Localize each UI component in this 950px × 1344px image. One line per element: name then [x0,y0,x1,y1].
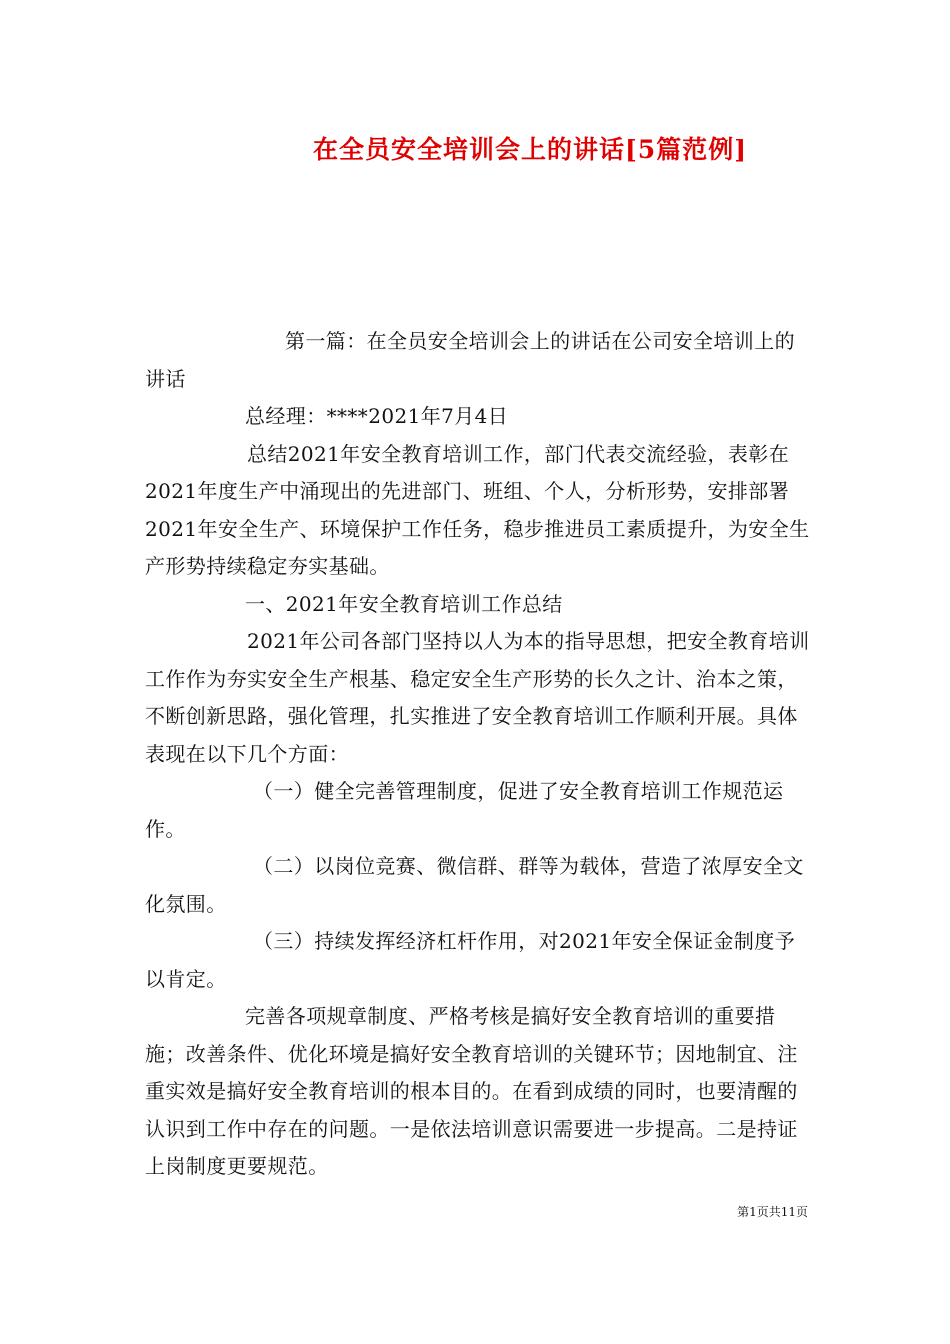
paragraph-item-three: （三）持续发挥经济杠杆作用，对2021年安全保证金制度予以肯定。 [145,929,796,991]
paragraph-intro: 总结2021年安全教育培训工作，部门代表交流经验，表彰在2021年度生产中涌现出的先进部门、班组、个人，分析形势，安排部署2021年安全生产、环境保护工作任务，稳步推进员工素质提升，为安全生产形势持续稳定夯实基础。 [145,441,810,578]
document-body [145,323,810,1186]
page-number-footer: 第1页共11页 [737,1205,808,1219]
document-title: 在全员安全培训会上的讲话[5篇范例] [312,135,748,164]
paragraph-section-heading: 一、2021年安全教育培训工作总结 [245,591,563,616]
paragraph-item-one: （一）健全完善管理制度，促进了安全教育培训工作规范运作。 [145,779,784,841]
paragraph-conclusion: 完善各项规章制度、严格考核是搞好安全教育培训的重要措施；改善条件、优化环境是搞好安全教育培训的关键环节；因地制宜、注重实效是搞好安全教育培训的根本目的。在看到成绩的同时，也要清醒的认识到工作中存在的问题。一是依法培训意识需要进一步提高。二是持证上岗制度更要规范。 [145,1004,798,1178]
paragraph-heading-part-one: 第一篇：在全员安全培训会上的讲话在公司安全培训上的讲话 [145,329,795,391]
paragraph-item-two: （二）以岗位竞赛、微信群、群等为载体，营造了浓厚安全文化氛围。 [145,854,804,916]
paragraph-summary: 2021年公司各部门坚持以人为本的指导思想，把安全教育培训工作作为夯实安全生产根基、稳定安全生产形势的长久之计、治本之策，不断创新思路，强化管理，扎实推进了安全教育培训工作顺利开展。具体表现在以下几个方面： [145,629,810,766]
paragraph-speaker-date: 总经理：****2021年7月4日 [245,404,509,428]
